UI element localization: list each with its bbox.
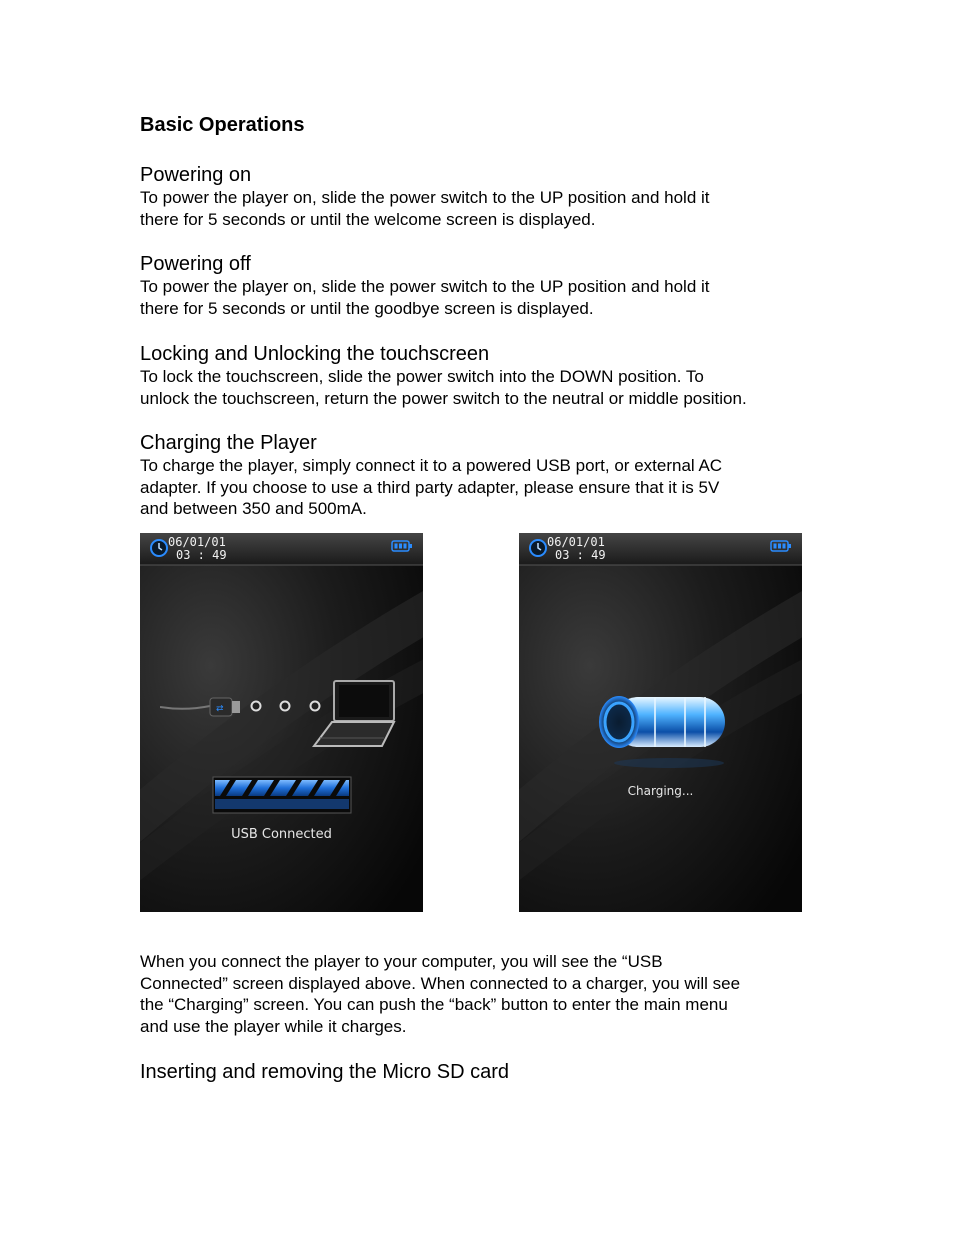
section-text: To power the player on, slide the power switch to the UP position and hold it there for 5 seconds or until the welcome screen is displayed. [140, 188, 710, 229]
charging-battery-icon [589, 683, 734, 773]
battery-icon [770, 539, 792, 553]
status-date: 06/01/01 [547, 535, 605, 549]
laptop-icon [310, 678, 400, 753]
section-powering-on [140, 163, 830, 230]
section-text: To charge the player, simply connect it to a powered USB port, or external AC adapter. If you choose to use a third party adapter, please ensure that it is 5V and between 350 and 500mA. [140, 456, 723, 518]
status-time: 03 : 49 [555, 548, 606, 562]
section-heading: Powering off [140, 253, 251, 275]
section-charging [140, 431, 830, 520]
section-powering-off [140, 252, 830, 319]
battery-icon [391, 539, 413, 553]
section-text: To power the player on, slide the power switch to the UP position and hold it there for 5 seconds or until the goodbye screen is displayed. [140, 277, 710, 318]
transfer-progress-bar [212, 776, 352, 816]
screenshots-row [140, 533, 802, 912]
clock-icon [527, 537, 549, 559]
clock-icon [148, 537, 170, 559]
section-text: To lock the touchscreen, slide the power switch into the DOWN position. To unlock the touchscreen, return the power switch to the neutral or middle position. [140, 367, 747, 408]
page-title: Basic Operations [140, 114, 305, 136]
body-paragraph: When you connect the player to your computer, you will see the “USB Connected” screen displayed above. When connected to a charger, you will see the “Charging” screen. You can push the “back” button to enter the main menu and use the player while it charges. [140, 952, 741, 1036]
section-heading: Powering on [140, 164, 252, 186]
status-date: 06/01/01 [168, 535, 226, 549]
charging-screen [519, 533, 802, 912]
usb-plug-icon [160, 693, 242, 723]
section-locking [140, 342, 830, 409]
section-heading: Locking and Unlocking the touchscreen [140, 343, 490, 365]
section-heading: Charging the Player [140, 432, 317, 454]
svg-text:⇄: ⇄ [216, 704, 224, 714]
usb-connected-screen [140, 533, 423, 912]
charging-label: Charging... [627, 784, 694, 798]
section-heading-micro-sd: Inserting and removing the Micro SD card [140, 1061, 510, 1083]
usb-connected-label: USB Connected [231, 827, 332, 842]
status-time: 03 : 49 [176, 548, 227, 562]
